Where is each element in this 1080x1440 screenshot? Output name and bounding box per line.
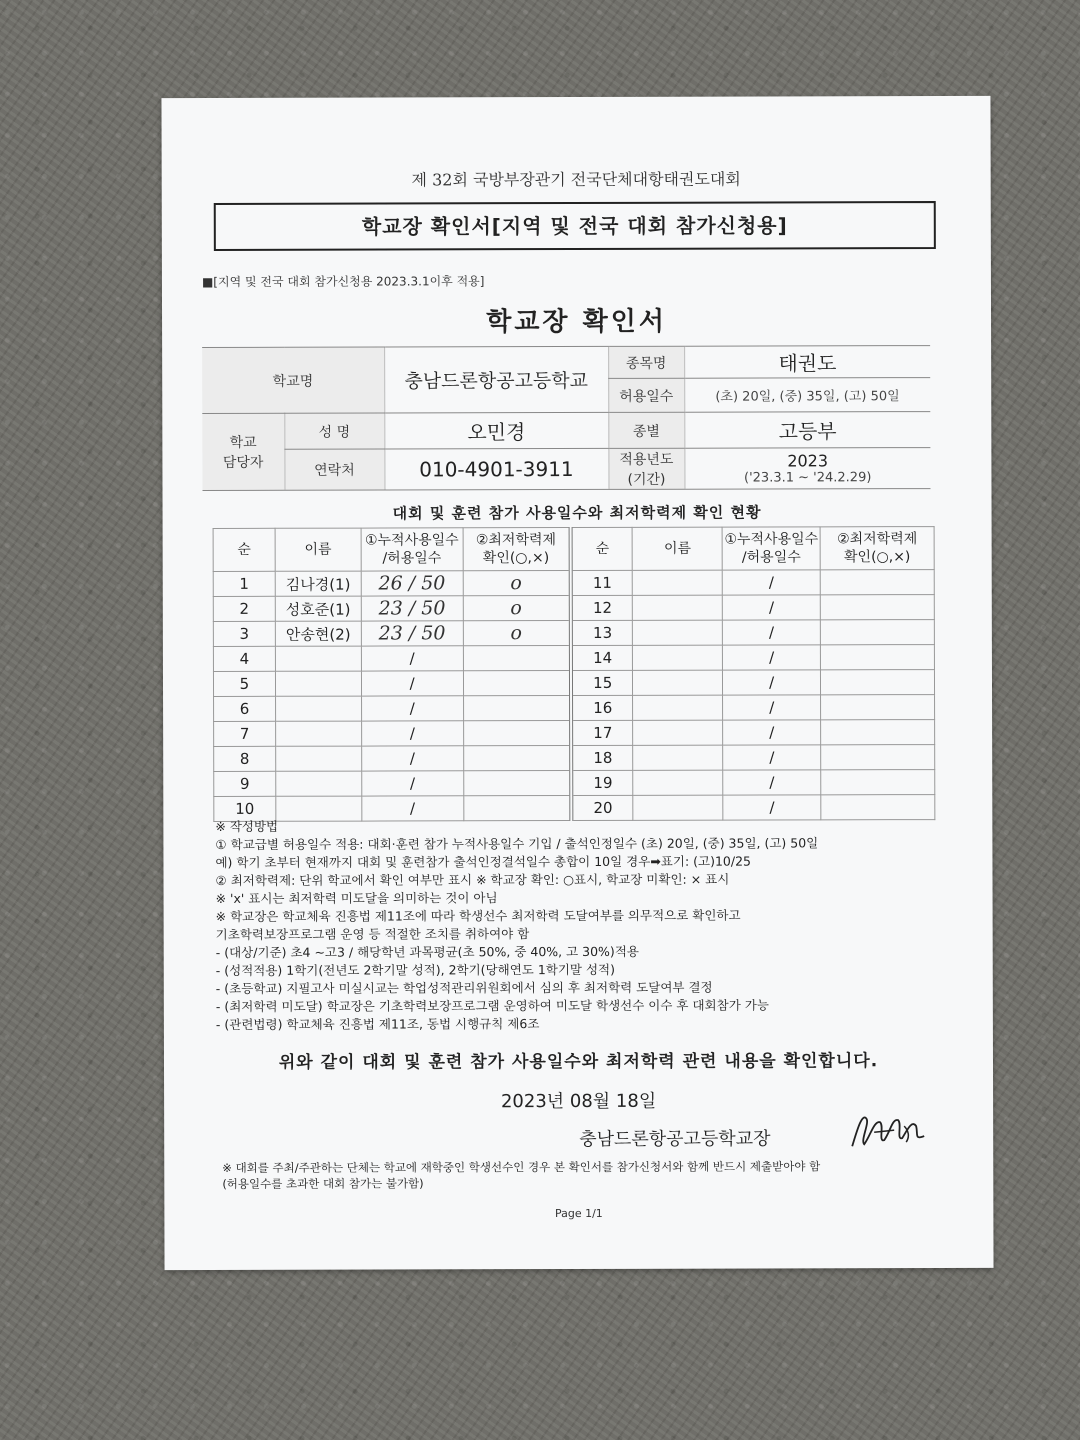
cell-no: 13 — [571, 620, 633, 645]
cell-name — [275, 696, 361, 721]
table-row — [213, 570, 934, 597]
cell-check: o — [463, 596, 571, 621]
footnote: ※ 대회를 주최/주관하는 단체는 학교에 재학중인 학생선수인 경우 본 확인서를 참가신청서와 함께 반드시 제출받아야 함 (허용일수를 초과한 대회 참가는 불가함) — [222, 1159, 821, 1191]
writing-method-notes — [215, 816, 956, 1034]
confirmation-statement: 위와 같이 대회 및 훈련 참가 사용일수와 최저학력 관련 내용을 확인합니다. — [278, 1051, 879, 1073]
table-row — [214, 770, 935, 797]
allowed-days-label: 허용일수 — [608, 378, 684, 412]
cell-no: 8 — [214, 746, 276, 771]
cell-no: 9 — [214, 771, 276, 796]
principal-name: 충남드론항공고등학교장 — [579, 1128, 771, 1150]
cell-no: 15 — [571, 670, 633, 695]
header-name: 이름 — [275, 528, 361, 571]
table-row — [213, 620, 934, 647]
cell-days: / — [362, 771, 464, 796]
cell-check — [463, 746, 571, 771]
cell-days: / — [723, 645, 821, 670]
principal-signature — [844, 1106, 934, 1160]
table-row — [214, 745, 935, 772]
cell-no: 20 — [571, 795, 633, 820]
table-row — [214, 720, 935, 747]
cell-check — [463, 696, 571, 721]
cell-days: / — [722, 570, 820, 595]
header-days: ①누적사용일수 /허용일수 — [722, 527, 820, 570]
header-days: ①누적사용일수 /허용일수 — [361, 528, 463, 571]
cell-check — [821, 770, 935, 795]
header-no: 순 — [213, 528, 275, 571]
method-line: ※ 'x' 표시는 최저학력 미도달을 의미하는 것이 아님 — [215, 890, 498, 906]
cell-days: / — [361, 746, 463, 771]
header-name: 이름 — [632, 527, 722, 570]
method-line: 예) 학기 초부터 현재까지 대회 및 훈련참가 출석인정결석일수 총합이 10일 경우➡표기: (고)10/25 — [215, 853, 752, 870]
applicability-note: ■[지역 및 전국 대회 참가신청용 2023.3.1이후 적용] — [201, 274, 485, 289]
cell-no: 4 — [213, 646, 275, 671]
cell-no: 1 — [213, 571, 275, 596]
cell-no: 6 — [214, 696, 276, 721]
contact-value: 010-4901-3911 — [384, 448, 608, 490]
cell-days: 23 / 50 — [361, 621, 463, 646]
division-value: 고등부 — [684, 412, 930, 449]
table-row — [213, 645, 934, 672]
cell-check — [463, 671, 571, 696]
table-row — [213, 670, 934, 697]
name-value: 오민경 — [384, 412, 608, 449]
year-label: 적용년도 (기간) — [608, 448, 684, 489]
cell-name — [276, 771, 362, 796]
cell-name: 성호준(1) — [275, 596, 361, 621]
cell-name — [633, 670, 723, 695]
cell-name — [275, 671, 361, 696]
cell-no: 17 — [571, 720, 633, 745]
main-title: 학교장 확인서 — [486, 306, 667, 338]
cell-check — [820, 620, 934, 645]
table-row — [213, 595, 934, 622]
cell-no: 2 — [213, 596, 275, 621]
form-title-box: 학교장 확인서[지역 및 전국 대회 참가신청용] — [214, 201, 936, 251]
cell-name — [633, 570, 723, 595]
event-value: 태권도 — [684, 346, 930, 379]
cell-no: 7 — [214, 721, 276, 746]
cell-no: 19 — [571, 770, 633, 795]
method-line: - (성적적용) 1학기(전년도 2학기말 성적), 2학기(당해연도 1학기말 성적) — [215, 961, 616, 978]
cell-name — [633, 645, 723, 670]
cell-days: / — [362, 796, 464, 821]
manager-label: 학교 담당자 — [202, 413, 284, 490]
cell-name — [276, 746, 362, 771]
division-label: 종별 — [608, 412, 684, 448]
cell-name — [633, 720, 723, 745]
event-label: 종목명 — [608, 346, 684, 378]
cell-name — [633, 745, 723, 770]
cell-days: / — [723, 595, 821, 620]
cell-name: 안송현(2) — [275, 621, 361, 646]
cell-check: o — [463, 621, 571, 646]
header-min-academic: ②최저학력제 확인(○,×) — [463, 528, 571, 571]
method-line: - (대상/기준) 초4 ~고3 / 해당학년 과목평균(초 50%, 중 40%, 고 30%)적용 — [215, 943, 639, 960]
cell-name: 김나경(1) — [275, 571, 361, 596]
cell-check — [820, 645, 934, 670]
cell-days: / — [723, 770, 821, 795]
contest-title: 제 32회 국방부장관기 전국단체대항태권도대회 — [411, 169, 741, 190]
cell-check: o — [463, 571, 571, 596]
cell-days: / — [361, 646, 463, 671]
status-title: 대회 및 훈련 참가 사용일수와 최저학력제 확인 현황 — [392, 503, 762, 523]
method-line: ※ 학교장은 학교체육 진흥법 제11조에 따라 학생선수 최저학력 도달여부를 의무적으로 확인하고 — [215, 907, 741, 924]
table-header-row — [213, 527, 934, 572]
cell-days: / — [723, 620, 821, 645]
cell-check — [463, 771, 571, 796]
method-line: ① 학교급별 허용일수 적용: 대회·훈련 참가 누적사용일수 기입 / 출석인정일수 (초) 20일, (중) 35일, (고) 50일 — [215, 835, 819, 852]
cell-check — [821, 695, 935, 720]
allowed-days-value: (초) 20일, (중) 35일, (고) 50일 — [684, 378, 930, 413]
cell-name — [275, 646, 361, 671]
cell-name — [633, 595, 723, 620]
cell-no: 16 — [571, 695, 633, 720]
cell-days: / — [723, 795, 821, 820]
cell-no: 5 — [213, 671, 275, 696]
cell-no: 12 — [571, 595, 633, 620]
cell-days: / — [723, 695, 821, 720]
cell-check — [821, 720, 935, 745]
cell-days: / — [361, 671, 463, 696]
page-number: Page 1/1 — [554, 1206, 603, 1221]
method-line: 기초학력보장프로그램 운영 등 적절한 조치를 취하여야 함 — [215, 926, 530, 942]
cell-no: 18 — [571, 745, 633, 770]
method-line: ② 최저학력제: 단위 학교에서 확인 여부만 표시 ※ 학교장 확인: ○표시, 학교장 미확인: × 표시 — [215, 871, 730, 888]
header-no: 순 — [571, 527, 633, 570]
method-line: - (초등학교) 지필고사 미실시교는 학업성적관리위원회에서 심의 후 최저학력 도달여부 결정 — [215, 979, 713, 996]
cell-days: / — [361, 721, 463, 746]
school-label: 학교명 — [202, 347, 384, 413]
cell-check — [820, 570, 934, 595]
method-line: - (관련법령) 학교체육 진흥법 제11조, 동법 시행규칙 제6조 — [215, 1016, 540, 1032]
cell-days: / — [361, 696, 463, 721]
document-page — [161, 96, 993, 1270]
cell-check — [463, 721, 571, 746]
cell-check — [821, 745, 935, 770]
cell-days: 26 / 50 — [361, 571, 463, 596]
method-line: - (최저학력 미도달) 학교장은 기초학력보장프로그램 운영하여 미도달 학생선수 이수 후 대회참가 가능 — [215, 997, 769, 1014]
participation-table — [213, 526, 936, 822]
cell-no: 10 — [214, 796, 276, 821]
cell-days: / — [723, 720, 821, 745]
cell-no: 11 — [571, 570, 633, 595]
table-row — [214, 695, 935, 722]
header-min-academic: ②최저학력제 확인(○,×) — [820, 527, 934, 570]
cell-name — [633, 620, 723, 645]
cell-check — [820, 595, 934, 620]
cell-check — [463, 646, 571, 671]
cell-name — [633, 770, 723, 795]
cell-days: 23 / 50 — [361, 596, 463, 621]
cell-days: / — [723, 745, 821, 770]
cell-name — [276, 721, 362, 746]
issue-date: 2023년 08월 18일 — [500, 1090, 657, 1113]
cell-no: 14 — [571, 645, 633, 670]
cell-name — [633, 695, 723, 720]
school-value: 충남드론항공고등학교 — [384, 346, 608, 413]
name-label: 성 명 — [284, 413, 384, 449]
cell-no: 3 — [213, 621, 275, 646]
contact-label: 연락처 — [284, 449, 384, 490]
cell-days: / — [723, 670, 821, 695]
method-line: ※ 작성방법 — [215, 818, 279, 834]
cell-check — [821, 670, 935, 695]
school-info-table — [202, 345, 930, 491]
year-value: 2023 ('23.3.1 ~ '24.2.29) — [684, 448, 930, 490]
